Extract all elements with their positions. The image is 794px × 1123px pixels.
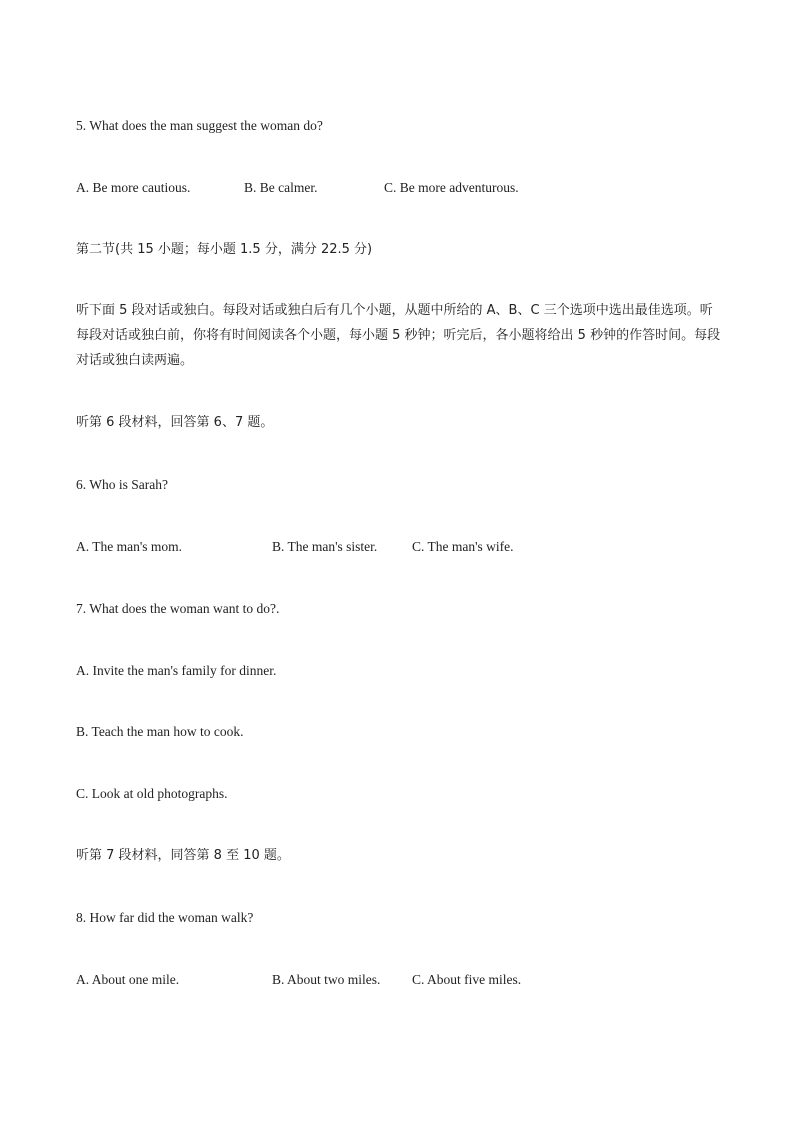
question-8: 8. How far did the woman walk? — [76, 910, 254, 925]
question-8-option-b: B. About two miles. — [272, 972, 381, 987]
question-5-option-a: A. Be more cautious. — [76, 180, 191, 195]
question-6: 6. Who is Sarah? — [76, 477, 168, 492]
passage-6-heading: 听第 6 段材料，回答第 6、7 题。 — [76, 415, 274, 430]
question-7-option-b: B. Teach the man how to cook. — [76, 724, 244, 739]
question-7-option-c: C. Look at old photographs. — [76, 786, 228, 801]
question-7-option-a: A. Invite the man's family for dinner. — [76, 663, 277, 678]
passage-7-heading: 听第 7 段材料，同答第 8 至 10 题。 — [76, 848, 290, 863]
question-6-option-b: B. The man's sister. — [272, 539, 378, 554]
question-7: 7. What does the woman want to do?. — [76, 601, 280, 616]
question-6-option-c: C. The man's wife. — [412, 539, 514, 554]
question-8-option-a: A. About one mile. — [76, 972, 180, 987]
section-2-heading: 第二节(共 15 小题；每小题 1.5 分，满分 22.5 分) — [76, 242, 373, 257]
question-5: 5. What does the man suggest the woman do? — [76, 118, 323, 133]
question-6-option-a: A. The man's mom. — [76, 539, 183, 554]
question-8-option-c: C. About five miles. — [412, 972, 522, 987]
section-2-instruction: 听下面 5 段对话或独白。每段对话或独白后有几个小题，从题中所给的 A、B、C 三个选项中选出最佳选项。听每段对话或独白前，你将有时间阅读各个小题，每小题 5 秒钟；听完后，各小题将给出 5 秒钟的作答时间。每段对话或独白读两遍。 — [76, 303, 721, 368]
question-5-option-b: B. Be calmer. — [244, 180, 318, 195]
question-5-option-c: C. Be more adventurous. — [384, 180, 519, 195]
